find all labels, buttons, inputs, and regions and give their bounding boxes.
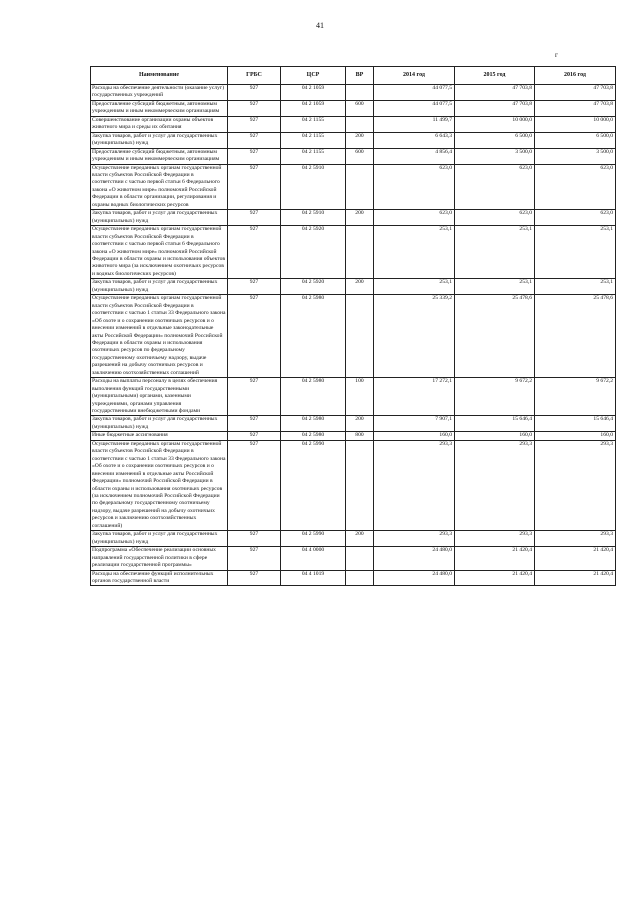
cell-grbs: 927 (228, 295, 281, 378)
table-row (91, 100, 616, 116)
header-vr: ВР (346, 67, 374, 85)
cell-csr: 04 2 5920 (281, 279, 346, 295)
cell-csr: 04 2 5920 (281, 226, 346, 279)
cell-vr (346, 547, 374, 570)
cell-2015: 21 420,4 (455, 547, 535, 570)
cell-name: Совершенствование организации охраны объектов животного мира и среды их обитания (91, 116, 228, 132)
cell-2015: 10 000,0 (455, 116, 535, 132)
cell-grbs: 927 (228, 85, 281, 101)
cell-csr: 04 2 1155 (281, 148, 346, 164)
cell-vr (346, 440, 374, 530)
header-2016: 2016 год (535, 67, 616, 85)
cell-name: Закупка товаров, работ и услуг для государственных (муниципальных) нужд (91, 132, 228, 148)
header-csr: ЦСР (281, 67, 346, 85)
cell-2016: 6 500,0 (535, 132, 616, 148)
cell-vr (346, 570, 374, 586)
cell-name: Предоставление субсидий бюджетным, автономным учреждениям и иным некоммерческим организациям (91, 148, 228, 164)
cell-vr: 200 (346, 132, 374, 148)
cell-2016: 15 646,4 (535, 416, 616, 432)
cell-2014: 293,3 (374, 531, 455, 547)
corner-mark: г (555, 51, 558, 59)
cell-vr (346, 85, 374, 101)
cell-2014: 6 643,3 (374, 132, 455, 148)
cell-grbs: 927 (228, 210, 281, 226)
cell-2015: 47 703,8 (455, 100, 535, 116)
cell-2014: 4 856,4 (374, 148, 455, 164)
cell-name: Осуществление переданных органам государственной власти субъектов Российской Федерации в соответствии с частью первой статьи 6 Федерального закона «О животном мире» полномочий Российской Федерации в области организации, регулирования и охраны водных биологических ресурсов (91, 164, 228, 210)
cell-2016: 3 500,0 (535, 148, 616, 164)
cell-2015: 160,0 (455, 432, 535, 440)
cell-grbs: 927 (228, 148, 281, 164)
cell-grbs: 927 (228, 226, 281, 279)
table-row (91, 85, 616, 101)
cell-grbs: 927 (228, 432, 281, 440)
cell-2014: 25 339,2 (374, 295, 455, 378)
cell-2014: 44 077,5 (374, 85, 455, 101)
cell-vr: 600 (346, 100, 374, 116)
cell-2016: 253,1 (535, 279, 616, 295)
cell-grbs: 927 (228, 279, 281, 295)
cell-2015: 623,0 (455, 164, 535, 210)
cell-2015: 253,1 (455, 226, 535, 279)
cell-2016: 47 703,8 (535, 100, 616, 116)
table-row (91, 210, 616, 226)
cell-grbs: 927 (228, 100, 281, 116)
cell-vr (346, 226, 374, 279)
cell-2014: 7 907,1 (374, 416, 455, 432)
cell-vr: 600 (346, 148, 374, 164)
table-row (91, 440, 616, 530)
cell-name: Закупка товаров, работ и услуг для государственных (муниципальных) нужд (91, 210, 228, 226)
cell-name: Осуществление переданных органам государственной власти субъектов Российской Федерации в соответствии с частью 1 статьи 33 Федерального закона «Об охоте и о сохранении охотничьих ресурсов и о внесении изменений в отдельные акты Российской Федерации» полномочий Российской Федерации в области охраны и использования охотничьих ресурсов (за исключением полномочий Российской Федерации по федеральному государственному охотничьему надзору, выдаче разрешений на добычу охотничьих ресурсов и заключению охотхозяйственных соглашений) (92, 440, 226, 529)
cell-2014: 253,1 (374, 226, 455, 279)
cell-grbs: 927 (228, 378, 281, 416)
cell-2015: 15 646,4 (455, 416, 535, 432)
cell-vr (346, 164, 374, 210)
cell-2015: 21 420,4 (455, 570, 535, 586)
cell-vr: 200 (346, 210, 374, 226)
page-number: 41 (316, 21, 324, 30)
cell-csr: 04 2 5980 (281, 378, 346, 416)
cell-csr: 04 2 5910 (281, 164, 346, 210)
cell-csr: 04 2 1059 (281, 100, 346, 116)
cell-2015: 9 672,2 (455, 378, 535, 416)
cell-vr: 200 (346, 416, 374, 432)
table-row (91, 132, 616, 148)
cell-csr: 04 2 5990 (281, 440, 346, 530)
cell-name: Осуществление переданных органам государственной власти субъектов Российской Федерации в соответствии с частью первой статьи 6 Федерального закона «О животном мире» полномочий Российской Федерации в области охраны и использования объектов животного мира (за исключением охотничьих ресурсов и водных биологических ресурсов) (91, 226, 228, 279)
cell-name: Предоставление субсидий бюджетным, автономным учреждениям и иным некоммерческим организациям (91, 100, 228, 116)
cell-vr: 200 (346, 279, 374, 295)
cell-grbs: 927 (228, 547, 281, 570)
cell-csr: 04 2 5980 (281, 416, 346, 432)
cell-name: Закупка товаров, работ и услуг для государственных (муниципальных) нужд (91, 531, 228, 547)
cell-2014: 17 272,1 (374, 378, 455, 416)
cell-grbs: 927 (228, 531, 281, 547)
cell-grbs: 927 (228, 164, 281, 210)
cell-2014: 160,0 (374, 432, 455, 440)
cell-2016: 623,0 (535, 210, 616, 226)
cell-name: Расходы на обеспечение деятельности (оказание услуг) государственных учреждений (91, 85, 228, 101)
cell-grbs: 927 (228, 416, 281, 432)
cell-csr: 04 2 1155 (281, 132, 346, 148)
cell-name: Закупка товаров, работ и услуг для государственных (муниципальных) нужд (91, 416, 228, 432)
table-row (91, 531, 616, 547)
cell-2014: 24 480,0 (374, 570, 455, 586)
cell-csr: 04 2 1155 (281, 116, 346, 132)
table-row (91, 570, 616, 586)
cell-grbs: 927 (228, 132, 281, 148)
cell-vr: 200 (346, 531, 374, 547)
cell-2016: 623,0 (535, 164, 616, 210)
cell-2016: 25 478,6 (535, 295, 616, 378)
cell-2016: 21 420,4 (535, 547, 616, 570)
cell-2016: 47 703,8 (535, 85, 616, 101)
cell-2015: 293,3 (455, 531, 535, 547)
cell-2014: 623,0 (374, 164, 455, 210)
header-2015: 2015 год (455, 67, 535, 85)
header-grbs: ГРБС (228, 67, 281, 85)
table-row (91, 226, 616, 279)
cell-2015: 25 478,6 (455, 295, 535, 378)
cell-vr: 100 (346, 378, 374, 416)
cell-grbs: 927 (228, 116, 281, 132)
cell-name: Расходы на выплаты персоналу в целях обеспечения выполнения функций государственными (муниципальными) органами, казенными учреждениями, органами управления государственными внебюджетными фондами (91, 378, 228, 416)
cell-2014: 44 077,5 (374, 100, 455, 116)
cell-2016: 293,3 (535, 440, 616, 530)
cell-2016: 253,1 (535, 226, 616, 279)
cell-2014: 24 480,0 (374, 547, 455, 570)
cell-2014: 293,3 (374, 440, 455, 530)
cell-2016: 9 672,2 (535, 378, 616, 416)
cell-2014: 253,1 (374, 279, 455, 295)
cell-2015: 623,0 (455, 210, 535, 226)
cell-csr: 04 2 5980 (281, 295, 346, 378)
header-name: Наименование (91, 67, 228, 85)
cell-grbs: 927 (228, 570, 281, 586)
header-row (91, 67, 616, 85)
cell-vr (346, 295, 374, 378)
cell-2015: 47 703,8 (455, 85, 535, 101)
table-row (91, 116, 616, 132)
cell-name: Подпрограмма «Обеспечение реализации основных направлений государственной политики в сфере реализации государственной программы» (91, 547, 228, 570)
cell-csr: 04 2 5980 (281, 432, 346, 440)
cell-2016: 293,3 (535, 531, 616, 547)
cell-2016: 21 420,4 (535, 570, 616, 586)
cell-vr: 800 (346, 432, 374, 440)
cell-2014: 623,0 (374, 210, 455, 226)
cell-csr: 04 4 0000 (281, 547, 346, 570)
cell-csr: 04 4 1019 (281, 570, 346, 586)
cell-csr: 04 2 5990 (281, 531, 346, 547)
table-row (91, 295, 616, 378)
cell-name: Осуществление переданных органам государственной власти субъектов Российской Федерации в соответствии с частью 1 статьи 33 Федерального закона «Об охоте и о сохранении охотничьих ресурсов и о внесении изменений в отдельные законодательные акты Российской Федерации» полномочий Российской Федерации в области охраны и использования охотничьих ресурсов по федеральному государственному охотничьему надзору, выдаче разрешений на добычу охотничьих ресурсов и заключению охотхозяйственных соглашений (92, 295, 226, 376)
table-row (91, 279, 616, 295)
cell-vr (346, 116, 374, 132)
cell-2016: 160,0 (535, 432, 616, 440)
cell-csr: 04 2 5910 (281, 210, 346, 226)
cell-2015: 6 500,0 (455, 132, 535, 148)
cell-2014: 11 499,7 (374, 116, 455, 132)
cell-grbs: 927 (228, 440, 281, 530)
table-row (91, 378, 616, 416)
cell-name: Расходы на обеспечение функций исполнительных органов государственной власти (91, 570, 228, 586)
cell-name: Иные бюджетные ассигнования (91, 432, 228, 440)
cell-2015: 253,1 (455, 279, 535, 295)
cell-2016: 10 000,0 (535, 116, 616, 132)
cell-csr: 04 2 1059 (281, 85, 346, 101)
budget-table (90, 66, 616, 586)
table-row (91, 416, 616, 432)
header-2014: 2014 год (374, 67, 455, 85)
table-row (91, 432, 616, 440)
table-row (91, 547, 616, 570)
cell-2015: 293,3 (455, 440, 535, 530)
cell-name: Закупка товаров, работ и услуг для государственных (муниципальных) нужд (91, 279, 228, 295)
table-row (91, 148, 616, 164)
cell-2015: 3 500,0 (455, 148, 535, 164)
table-row (91, 164, 616, 210)
